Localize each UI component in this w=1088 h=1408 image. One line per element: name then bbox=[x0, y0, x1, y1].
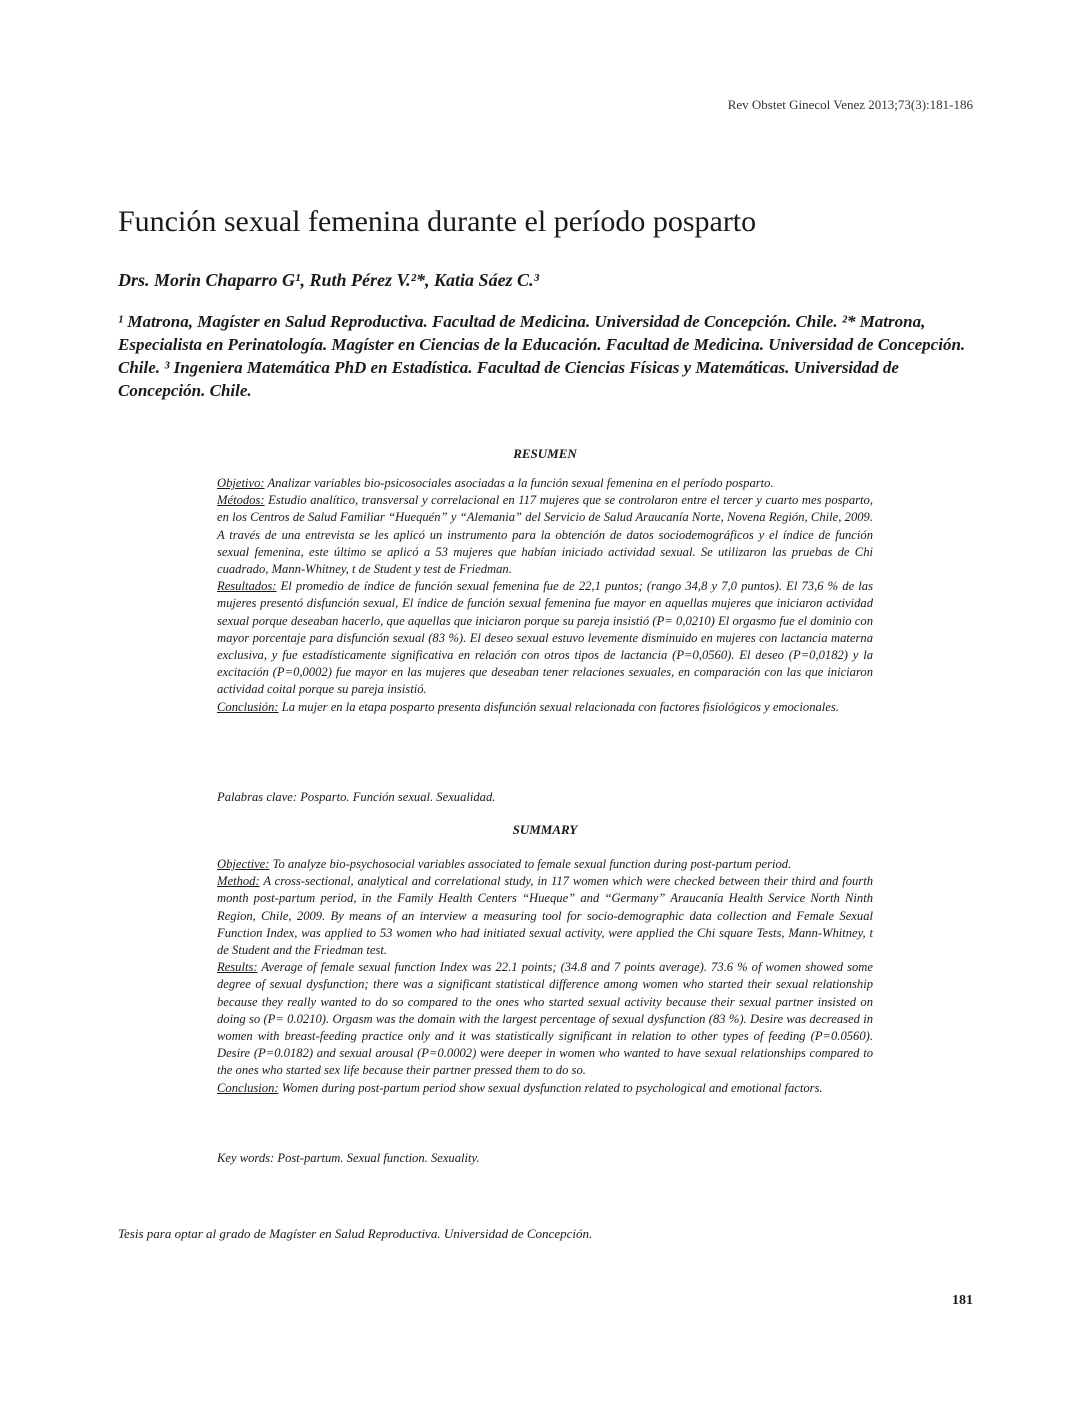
objective-text: To analyze bio-psychosocial variables associated to female sexual function during post-partum period. bbox=[269, 857, 792, 871]
summary-results bbox=[217, 959, 873, 1079]
journal-reference: Rev Obstet Ginecol Venez 2013;73(3):181-186 bbox=[727, 97, 973, 112]
resultados-text: El promedio de índice de función sexual femenina fue de 22,1 puntos; (rango 34,8 y 7,0 puntos). El 73,6 % de las mujeres presentó disfunción sexual, El índice de función sexual femenina fue mayor en aquellas mujeres que iniciaron actividad sexual porque deseaban hacerlo, que aquellas que iniciaron porque su pareja insistió (P= 0,0210) El orgasmo fue el dominio con mayor porcentaje para disfunción sexual (83 %). El deseo sexual estuvo levemente disminuido en mujeres con lactancia materna exclusiva, y fue estadísticamente significativa en relación con otros tipos de lactancia (P=0,0560). El deseo (P=0,0182) y la excitación (P=0,0002) fue mayor en las mujeres que deseaban tener relaciones sexuales, en comparación con las que iniciaron actividad coital porque su pareja insistió. bbox=[217, 579, 873, 697]
affiliations bbox=[118, 310, 978, 402]
metodos-text: Estudio analítico, transversal y correlacional en 117 mujeres que se controlaron entre el tercer y cuarto mes posparto, en los Centros de Salud Familiar “Huequén” y “Alemania” del Servicio de Salud Araucanía Norte, Novena Región, Chile, 2009. A través de una entrevista se les aplicó un instrumento para la obtención de datos sociodemográficos y el índice de función sexual femenina, este último se aplicó a 53 mujeres que habían iniciado actividad sexual. Se utilizaron las pruebas de Chi cuadrado, Mann-Whitney, t de Student y test de Friedman. bbox=[217, 493, 873, 577]
results-label: Results: bbox=[217, 960, 258, 975]
summary-method bbox=[217, 873, 873, 959]
summary-conclusion-text: Women during post-partum period show sexual dysfunction related to psychological and emotional factors. bbox=[278, 1080, 823, 1095]
metodos-label: Métodos: bbox=[217, 493, 265, 508]
results-text: Average of female sexual function Index was 22.1 points; (34.8 and 7 points average). 73.6 % of women showed some degree of sexual dysfunction; there was a significant statistical difference among women who started their sexual relationship because they really wanted to do so compared to the ones who started sexual activity because their sexual partner insisted on doing so (P= 0.0210). Orgasm was the domain with the largest percentage of sexual dysfunction (83 %). Desire was decreased in women with breast-feeding practice only and it was statistically significant in relation to other types of feeding (P=0.0560). Desire (P=0.0182) and sexual arousal (P=0.0002) were deeper in women who wanted to have sexual relationships compared to the ones who started sex life because their partner pressed them to do so. bbox=[217, 960, 873, 1078]
conclusion-label: Conclusión: bbox=[217, 699, 279, 714]
resumen-resultados bbox=[217, 578, 873, 698]
palabras-clave: Palabras clave: Posparto. Función sexual. Sexualidad. bbox=[217, 790, 496, 804]
summary-heading: SUMMARY bbox=[512, 822, 578, 837]
objective-label: Objective: bbox=[217, 857, 270, 871]
resumen-conclusion bbox=[217, 699, 873, 716]
summary-objective bbox=[217, 856, 873, 873]
affiliation-text: ¹ Matrona, Magíster en Salud Reproductiva. Facultad de Medicina. Universidad de Concepción. Chile. ²* Matrona, Especialista en Perinatología. Magíster en Ciencias de la Educación. Facultad de Medicina. Universidad de Concepción. Chile. ³ Ingeniera Matemática PhD en Estadística. Facultad de Ciencias Físicas y Matemáticas. Universidad de Concepción. Chile. bbox=[118, 312, 966, 400]
summary-body bbox=[217, 856, 873, 1097]
key-words: Key words: Post-partum. Sexual function. Sexuality. bbox=[217, 1151, 480, 1165]
conclusion-text: La mujer en la etapa posparto presenta disfunción sexual relacionada con factores fisiológicos y emocionales. bbox=[278, 699, 839, 714]
resultados-label: Resultados: bbox=[217, 579, 277, 594]
objetivo-label: Objetivo: bbox=[217, 476, 265, 490]
article-title: Función sexual femenina durante el período posparto bbox=[118, 205, 757, 238]
page-number: 181 bbox=[952, 1293, 973, 1308]
resumen-heading: RESUMEN bbox=[513, 446, 577, 461]
author-list: Drs. Morin Chaparro G¹, Ruth Pérez V.²*, Katia Sáez C.³ bbox=[118, 270, 539, 290]
resumen-body bbox=[217, 475, 873, 716]
resumen-metodos bbox=[217, 492, 873, 578]
objetivo-text: Analizar variables bio-psicosociales asociadas a la función sexual femenina en el período posparto. bbox=[264, 476, 774, 490]
summary-conclusion bbox=[217, 1080, 873, 1097]
thesis-footnote: Tesis para optar al grado de Magíster en Salud Reproductiva. Universidad de Concepción. bbox=[118, 1226, 593, 1241]
method-text: A cross-sectional, analytical and correlational study, in 117 women which were checked between their third and fourth month post-partum period, in the Family Health Centers “Hueque” and “Germany” Araucanía Health Service North Ninth Region, Chile, 2009. By means of an interview a measuring tool for socio-demographic data collection and Female Sexual Function Index, was applied to 53 women who had initiated sexual activity, were applied the Chi square Tests, Mann-Whitney, t de Student and the Friedman test. bbox=[217, 874, 873, 958]
resumen-objetivo bbox=[217, 475, 873, 492]
summary-conclusion-label: Conclusion: bbox=[217, 1080, 279, 1095]
method-label: Method: bbox=[217, 874, 260, 889]
